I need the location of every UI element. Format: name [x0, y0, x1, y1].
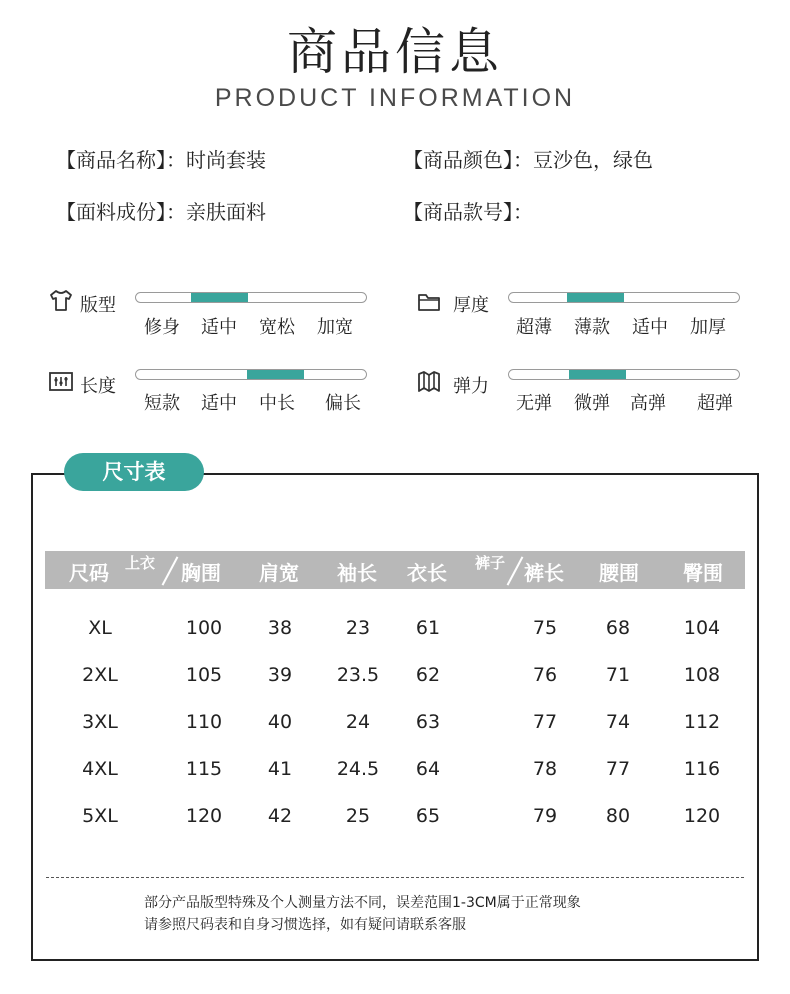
- table-cell: 64: [415, 758, 441, 780]
- scale-label: 偏长: [325, 393, 361, 414]
- attribute-slider-track: [508, 369, 740, 380]
- ruler-icon: [48, 369, 74, 395]
- scale-label: 加宽: [317, 317, 353, 338]
- table-cell: 77: [532, 711, 558, 733]
- table-cell: 116: [683, 758, 721, 780]
- table-cell: 23.5: [336, 664, 380, 686]
- info-product-name: 【商品名称】：时尚套装: [56, 148, 266, 172]
- attribute-slider-fill: [247, 370, 304, 379]
- table-cell: 23: [345, 617, 371, 639]
- scale-label: 适中: [201, 393, 237, 414]
- table-cell: 25: [345, 805, 371, 827]
- scale-label: 超薄: [516, 317, 552, 338]
- table-cell: 112: [683, 711, 721, 733]
- scale-label: 中长: [259, 393, 295, 414]
- scale-label: 加厚: [690, 317, 726, 338]
- table-cell: 115: [185, 758, 223, 780]
- table-cell: 79: [532, 805, 558, 827]
- table-cell: 108: [683, 664, 721, 686]
- table-cell: 41: [267, 758, 293, 780]
- table-cell: 76: [532, 664, 558, 686]
- table-cell: 71: [605, 664, 631, 686]
- table-cell: 120: [185, 805, 223, 827]
- table-cell: 104: [683, 617, 721, 639]
- table-cell: 74: [605, 711, 631, 733]
- col-header-waist: 腰围: [599, 561, 639, 585]
- col-header-chest: 胸围: [181, 561, 221, 585]
- table-cell: 39: [267, 664, 293, 686]
- table-cell: 105: [185, 664, 223, 686]
- scale-label: 无弹: [516, 393, 552, 414]
- attribute-label: 厚度: [453, 295, 489, 316]
- scale-label: 短款: [144, 393, 180, 414]
- shirt-icon: [48, 288, 74, 314]
- col-header-size: 尺码: [69, 561, 109, 585]
- attribute-slider-fill: [569, 370, 626, 379]
- scale-label: 适中: [632, 317, 668, 338]
- attribute-label: 长度: [80, 376, 116, 397]
- table-cell: 77: [605, 758, 631, 780]
- table-cell: 75: [532, 617, 558, 639]
- table-cell: 61: [415, 617, 441, 639]
- header-diagonal: [162, 556, 179, 585]
- attribute-slider-track: [135, 369, 367, 380]
- table-cell: 120: [683, 805, 721, 827]
- table-cell: 42: [267, 805, 293, 827]
- attribute-label: 弹力: [453, 376, 489, 397]
- table-cell: 40: [267, 711, 293, 733]
- attribute-slider-fill: [191, 293, 248, 302]
- col-header-sleeve: 袖长: [337, 561, 377, 585]
- page-title: 商品信息: [287, 23, 503, 81]
- note-line: 部分产品版型特殊及个人测量方法不同，误差范围1-3CM属于正常现象: [144, 895, 581, 911]
- group-label-pants: 裤子: [475, 554, 506, 572]
- table-cell: 62: [415, 664, 441, 686]
- table-cell: 80: [605, 805, 631, 827]
- attribute-slider-fill: [567, 293, 624, 302]
- table-cell: 100: [185, 617, 223, 639]
- table-cell: XL: [88, 617, 112, 639]
- info-style-number: 【商品款号】：: [403, 200, 533, 224]
- scale-label: 高弹: [630, 393, 666, 414]
- folder-icon: [416, 289, 442, 315]
- info-fabric: 【面料成份】：亲肤面料: [56, 200, 266, 224]
- table-cell: 24.5: [336, 758, 380, 780]
- attribute-label: 版型: [80, 295, 116, 316]
- table-cell: 38: [267, 617, 293, 639]
- size-chart-tab: 尺寸表: [64, 453, 204, 491]
- scale-label: 超弹: [697, 393, 733, 414]
- scale-label: 微弹: [574, 393, 610, 414]
- note-line: 请参照尺码表和自身习惯选择，如有疑问请联系客服: [144, 917, 466, 933]
- page-subtitle: PRODUCT INFORMATION: [214, 84, 576, 112]
- table-cell: 110: [185, 711, 223, 733]
- table-cell: 3XL: [82, 711, 118, 733]
- info-product-color: 【商品颜色】：豆沙色，绿色: [403, 148, 653, 172]
- table-cell: 5XL: [82, 805, 118, 827]
- col-header-pants-length: 裤长: [524, 561, 564, 585]
- table-cell: 78: [532, 758, 558, 780]
- attribute-slider-track: [135, 292, 367, 303]
- col-header-shoulder: 肩宽: [259, 561, 299, 585]
- col-header-hip: 臀围: [683, 561, 723, 585]
- scale-label: 适中: [201, 317, 237, 338]
- book-icon: [416, 369, 442, 395]
- table-cell: 65: [415, 805, 441, 827]
- table-cell: 63: [415, 711, 441, 733]
- scale-label: 薄款: [574, 317, 610, 338]
- scale-label: 修身: [144, 317, 180, 338]
- table-cell: 2XL: [82, 664, 118, 686]
- table-cell: 4XL: [82, 758, 118, 780]
- table-cell: 68: [605, 617, 631, 639]
- col-header-top-length: 衣长: [407, 561, 447, 585]
- attribute-slider-track: [508, 292, 740, 303]
- group-label-top: 上衣: [125, 554, 156, 572]
- scale-label: 宽松: [259, 317, 295, 338]
- table-cell: 24: [345, 711, 371, 733]
- size-table-header: [45, 551, 745, 589]
- divider: [46, 877, 744, 878]
